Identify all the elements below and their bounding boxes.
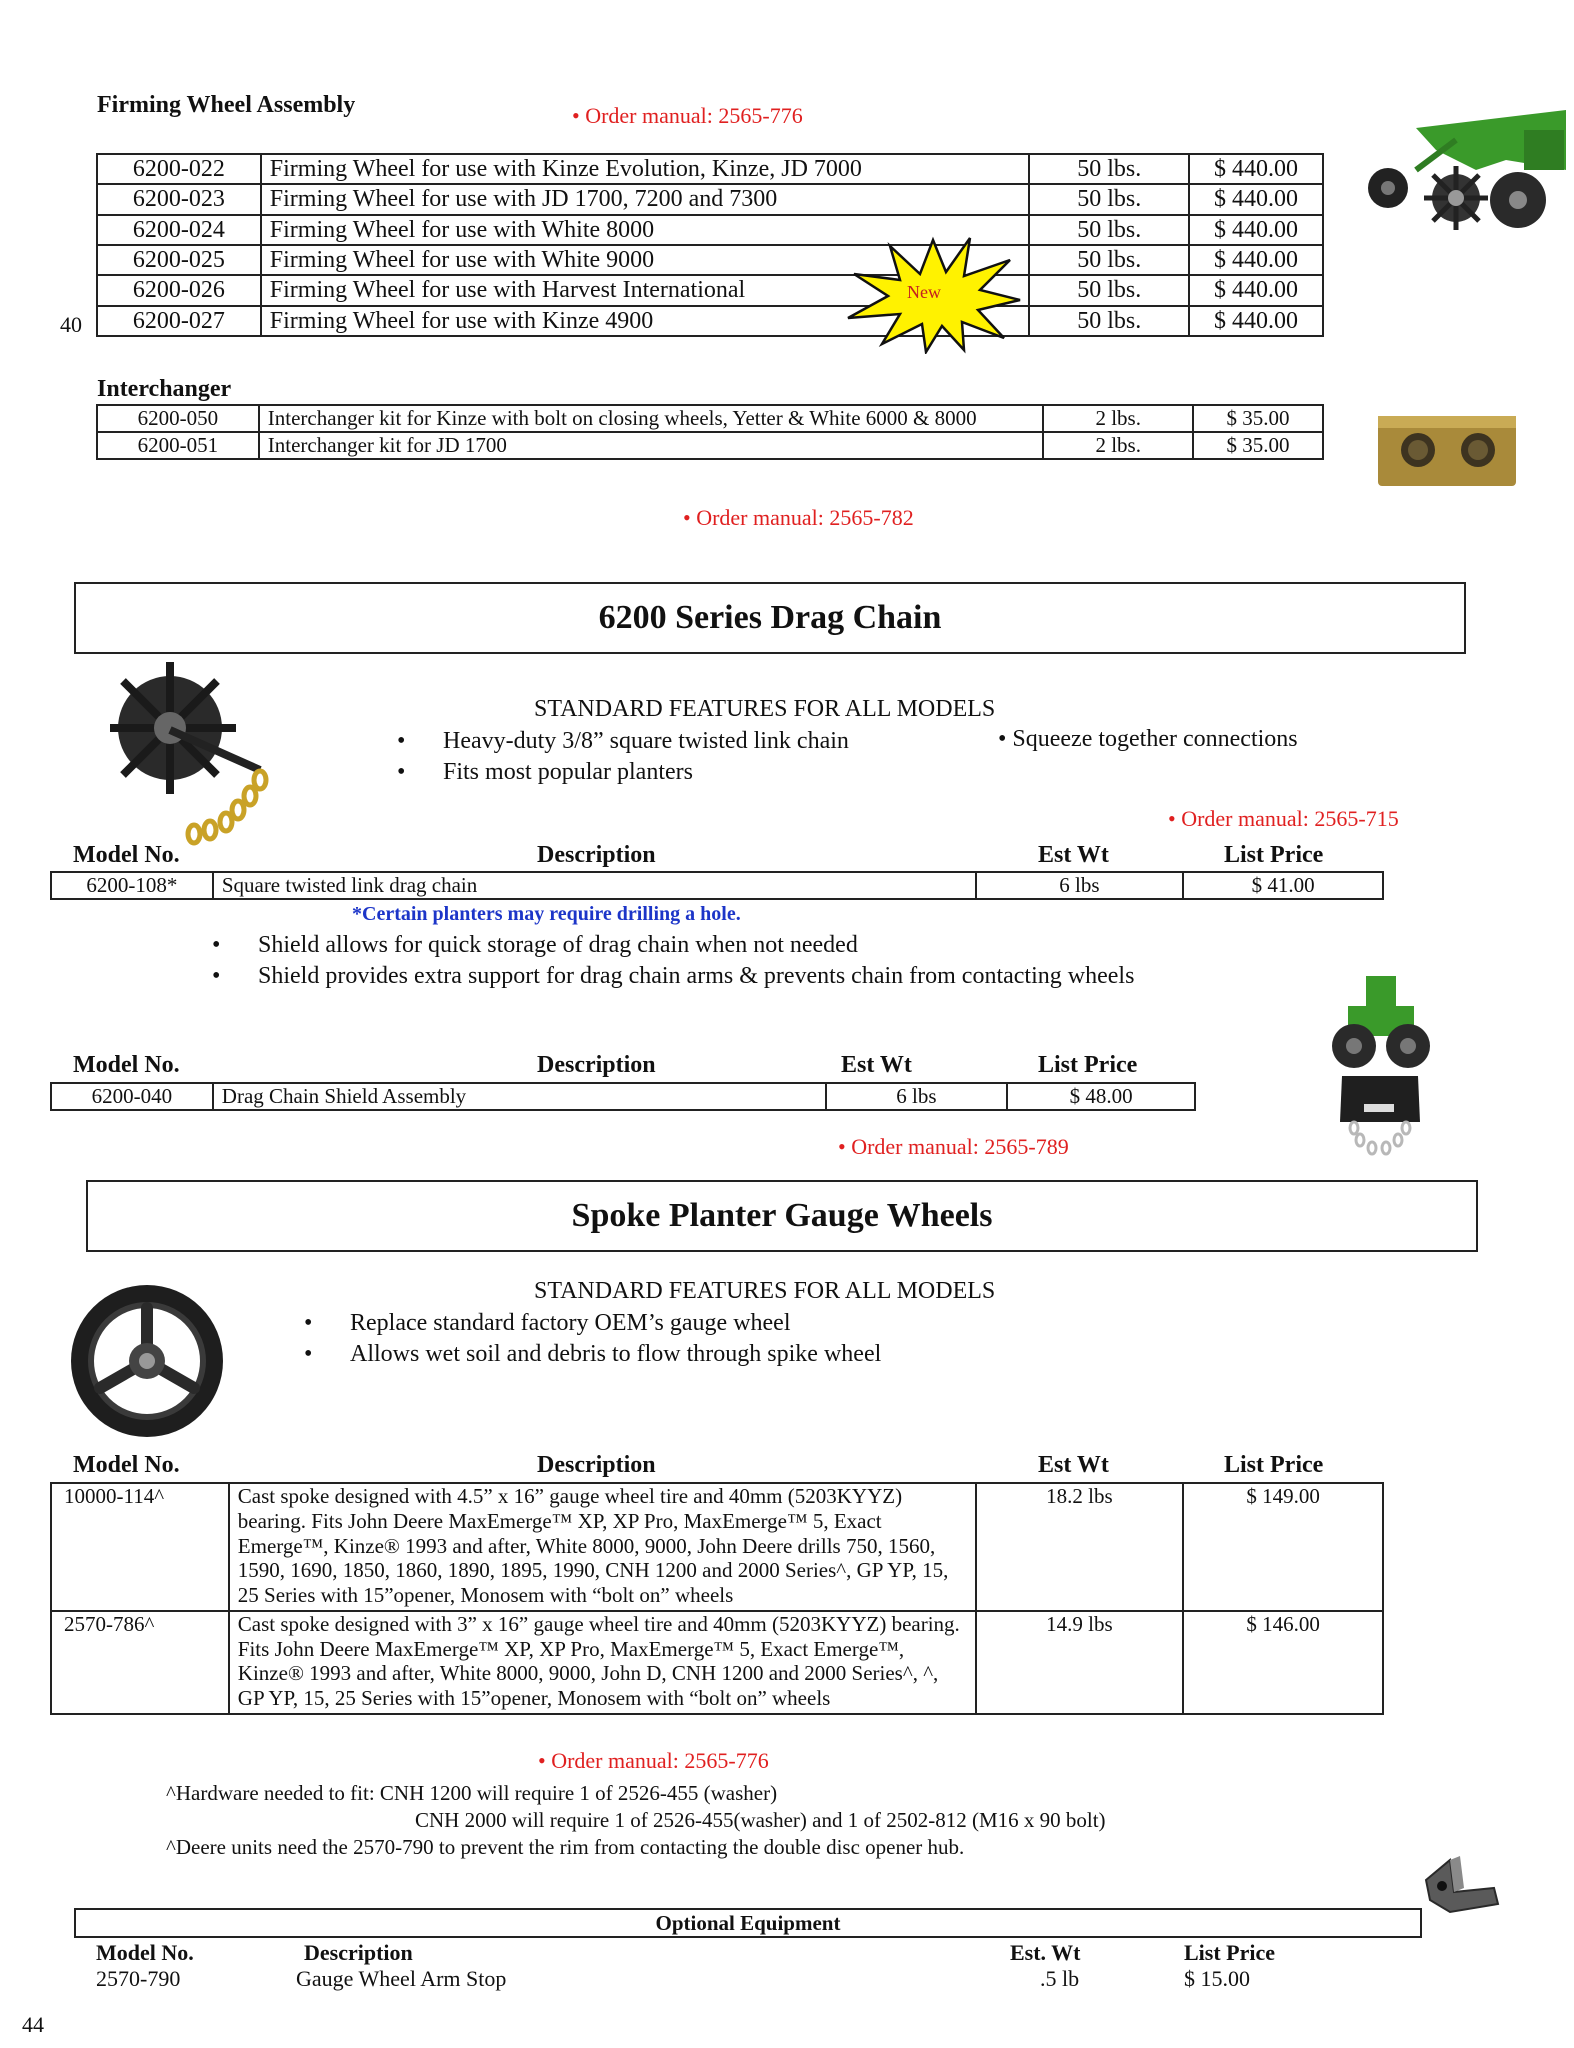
gauge-features-title: STANDARD FEATURES FOR ALL MODELS [534,1278,996,1304]
model-cell[interactable]: 6200-026 [97,275,261,305]
interchanger-table [96,404,1324,460]
weight-cell: 50 lbs. [1029,306,1189,336]
drag-chain-table [50,871,1384,900]
model-cell[interactable]: 10000-114^ [51,1483,229,1611]
table-row [97,306,1323,336]
price-cell: $ 146.00 [1183,1611,1383,1714]
table-row [97,184,1323,214]
model-cell[interactable]: 2570-786^ [51,1611,229,1714]
price-cell: $ 440.00 [1189,184,1323,214]
drag-chain-feature-right: • Squeeze together connections [998,726,1298,752]
table-row [51,872,1383,899]
drag-chain-order-manual[interactable]: • Order manual: 2565-715 [1168,806,1399,831]
price-cell: $ 440.00 [1189,245,1323,275]
firming-table [96,153,1324,337]
interchanger-title: Interchanger [97,376,232,402]
weight-cell: 2 lbs. [1043,432,1193,459]
gauge-feature-2: • Allows wet soil and debris to flow through spike wheel [304,1339,881,1370]
weight-cell: 50 lbs. [1029,215,1189,245]
table-row [97,245,1323,275]
price-cell: $ 440.00 [1189,154,1323,184]
hardware-note-2: CNH 2000 will require 1 of 2526-455(washer) and 1 of 2502-812 (M16 x 90 bolt) [415,1808,1106,1832]
price-cell: $ 440.00 [1189,306,1323,336]
model-cell[interactable]: 6200-024 [97,215,261,245]
shield-col-price: List Price [1038,1052,1138,1078]
shield-feature-2: • Shield provides extra support for drag chain arms & prevents chain from contacting wheels [212,961,1134,992]
desc-cell: Interchanger kit for JD 1700 [259,432,1044,459]
drag-chain-feature-1: • Heavy-duty 3/8” square twisted link chain [397,726,849,757]
model-cell[interactable]: 6200-040 [51,1083,213,1110]
desc-cell: Firming Wheel for use with White 9000 [261,245,1030,275]
price-cell: $ 41.00 [1183,872,1383,899]
interchanger-photo [1376,410,1518,490]
new-starburst-badge [842,234,1024,354]
weight-cell: 50 lbs. [1029,184,1189,214]
drag-chain-features-title: STANDARD FEATURES FOR ALL MODELS [534,696,996,722]
optional-model[interactable]: 2570-790 [96,1966,181,1991]
desc-cell: Drag Chain Shield Assembly [213,1083,826,1110]
weight-cell: 50 lbs. [1029,275,1189,305]
optional-wt: .5 lb [1040,1966,1080,1991]
page-number: 44 [22,2012,44,2037]
drag-col-desc: Description [537,842,656,868]
shield-col-model: Model No. [73,1052,180,1078]
firming-title: Firming Wheel Assembly [97,92,356,118]
desc-cell: Square twisted link drag chain [213,872,976,899]
table-row [97,432,1323,459]
gauge-col-desc: Description [537,1452,656,1478]
model-cell[interactable]: 6200-108* [51,872,213,899]
firming-wheel-photo [1356,110,1566,240]
weight-cell: 2 lbs. [1043,405,1193,432]
table-row [97,215,1323,245]
gauge-col-model: Model No. [73,1452,180,1478]
gauge-features [304,1308,881,1370]
hardware-note-3: ^Deere units need the 2570-790 to prevent the rim from contacting the double disc opener hub. [166,1835,965,1859]
desc-cell: Interchanger kit for Kinze with bolt on closing wheels, Yetter & White 6000 & 8000 [259,405,1044,432]
shield-col-desc: Description [537,1052,656,1078]
shield-table [50,1082,1196,1111]
gauge-wheel-photo [66,1280,228,1442]
shield-order-manual[interactable]: • Order manual: 2565-789 [838,1134,1069,1159]
gauge-col-wt: Est Wt [1038,1452,1109,1478]
price-cell: $ 440.00 [1189,215,1323,245]
drag-chain-shield-photo [1328,976,1432,1164]
price-cell: $ 48.00 [1007,1083,1195,1110]
hardware-note-1: ^Hardware needed to fit: CNH 1200 will require 1 of 2526-455 (washer) [166,1781,778,1805]
optional-equipment-heading: Optional Equipment [74,1908,1422,1938]
desc-cell: Firming Wheel for use with JD 1700, 7200 and 7300 [261,184,1030,214]
weight-cell: 6 lbs [976,872,1184,899]
weight-cell: 18.2 lbs [976,1483,1184,1611]
side-number: 40 [60,312,82,337]
price-cell: $ 440.00 [1189,275,1323,305]
desc-cell: Firming Wheel for use with White 8000 [261,215,1030,245]
optional-col-model: Model No. [96,1940,194,1965]
gauge-feature-1: • Replace standard factory OEM’s gauge wheel [304,1308,881,1339]
model-cell[interactable]: 6200-050 [97,405,259,432]
desc-cell: Cast spoke designed with 4.5” x 16” gauge wheel tire and 40mm (5203KYYZ) bearing. Fits John Deere MaxEmerge™ XP, XP Pro, MaxEmerge™ 5, Exact Emerge™, Kinze® 1993 and after, White 8000, 9000, John Deere drills 750, 1560, 1590, 1690, 1850, 1860, 1890, 1895, 1990, CNH 1200 and 2000 Series^, GP YP, 15, 25 Series with 15”opener, Monosem with “bolt on” wheels [229,1483,976,1611]
optional-col-price: List Price [1184,1940,1276,1965]
interchanger-order-manual[interactable]: • Order manual: 2565-782 [683,505,914,530]
desc-cell: Firming Wheel for use with Kinze 4900 [261,306,1030,336]
table-row [97,154,1323,184]
weight-cell: 50 lbs. [1029,154,1189,184]
desc-cell: Firming Wheel for use with Kinze Evolution, Kinze, JD 7000 [261,154,1030,184]
drag-chain-features [397,726,849,788]
weight-cell: 50 lbs. [1029,245,1189,275]
model-cell[interactable]: 6200-025 [97,245,261,275]
shield-feature-1: • Shield allows for quick storage of drag chain when not needed [212,930,1134,961]
optional-col-desc: Description [304,1940,413,1965]
desc-cell: Cast spoke designed with 3” x 16” gauge wheel tire and 40mm (5203KYYZ) bearing. Fits John Deere MaxEmerge™ XP, XP Pro, MaxEmerge™ 5, Exact Emerge™, Kinze® 1993 and after, White 8000, 9000, John D, CNH 1200 and 2000 Series^, ^, GP YP, 15, 25 Series with 15”opener, Monosem with “bolt on” wheels [229,1611,976,1714]
gauge-table [50,1482,1384,1715]
model-cell[interactable]: 6200-051 [97,432,259,459]
price-cell: $ 35.00 [1193,432,1323,459]
model-cell[interactable]: 6200-027 [97,306,261,336]
drag-chain-photo [110,660,300,850]
weight-cell: 14.9 lbs [976,1611,1184,1714]
optional-col-wt: Est. Wt [1010,1940,1081,1965]
table-row [51,1483,1383,1611]
optional-price: $ 15.00 [1184,1966,1250,1991]
table-row [97,405,1323,432]
drag-chain-heading: 6200 Series Drag Chain [74,582,1466,654]
new-badge-label: New [907,282,941,302]
weight-cell: 6 lbs [826,1083,1008,1110]
shield-features [212,930,1134,992]
firming-order-manual[interactable]: • Order manual: 2565-776 [572,103,803,128]
drag-chain-feature-2: • Fits most popular planters [397,757,849,788]
drag-col-wt: Est Wt [1038,842,1109,868]
arm-stop-photo [1420,1852,1502,1922]
table-row [51,1611,1383,1714]
gauge-wheels-heading: Spoke Planter Gauge Wheels [86,1180,1478,1252]
drag-col-price: List Price [1224,842,1324,868]
model-cell[interactable]: 6200-022 [97,154,261,184]
optional-desc: Gauge Wheel Arm Stop [296,1966,507,1991]
gauge-order-manual[interactable]: • Order manual: 2565-776 [538,1748,769,1773]
desc-cell: Firming Wheel for use with Harvest International [261,275,1030,305]
drag-col-model: Model No. [73,842,180,868]
price-cell: $ 35.00 [1193,405,1323,432]
table-row [51,1083,1195,1110]
model-cell[interactable]: 6200-023 [97,184,261,214]
shield-col-wt: Est Wt [841,1052,912,1078]
gauge-col-price: List Price [1224,1452,1324,1478]
drilling-note: *Certain planters may require drilling a hole. [352,903,741,925]
price-cell: $ 149.00 [1183,1483,1383,1611]
table-row [97,275,1323,305]
